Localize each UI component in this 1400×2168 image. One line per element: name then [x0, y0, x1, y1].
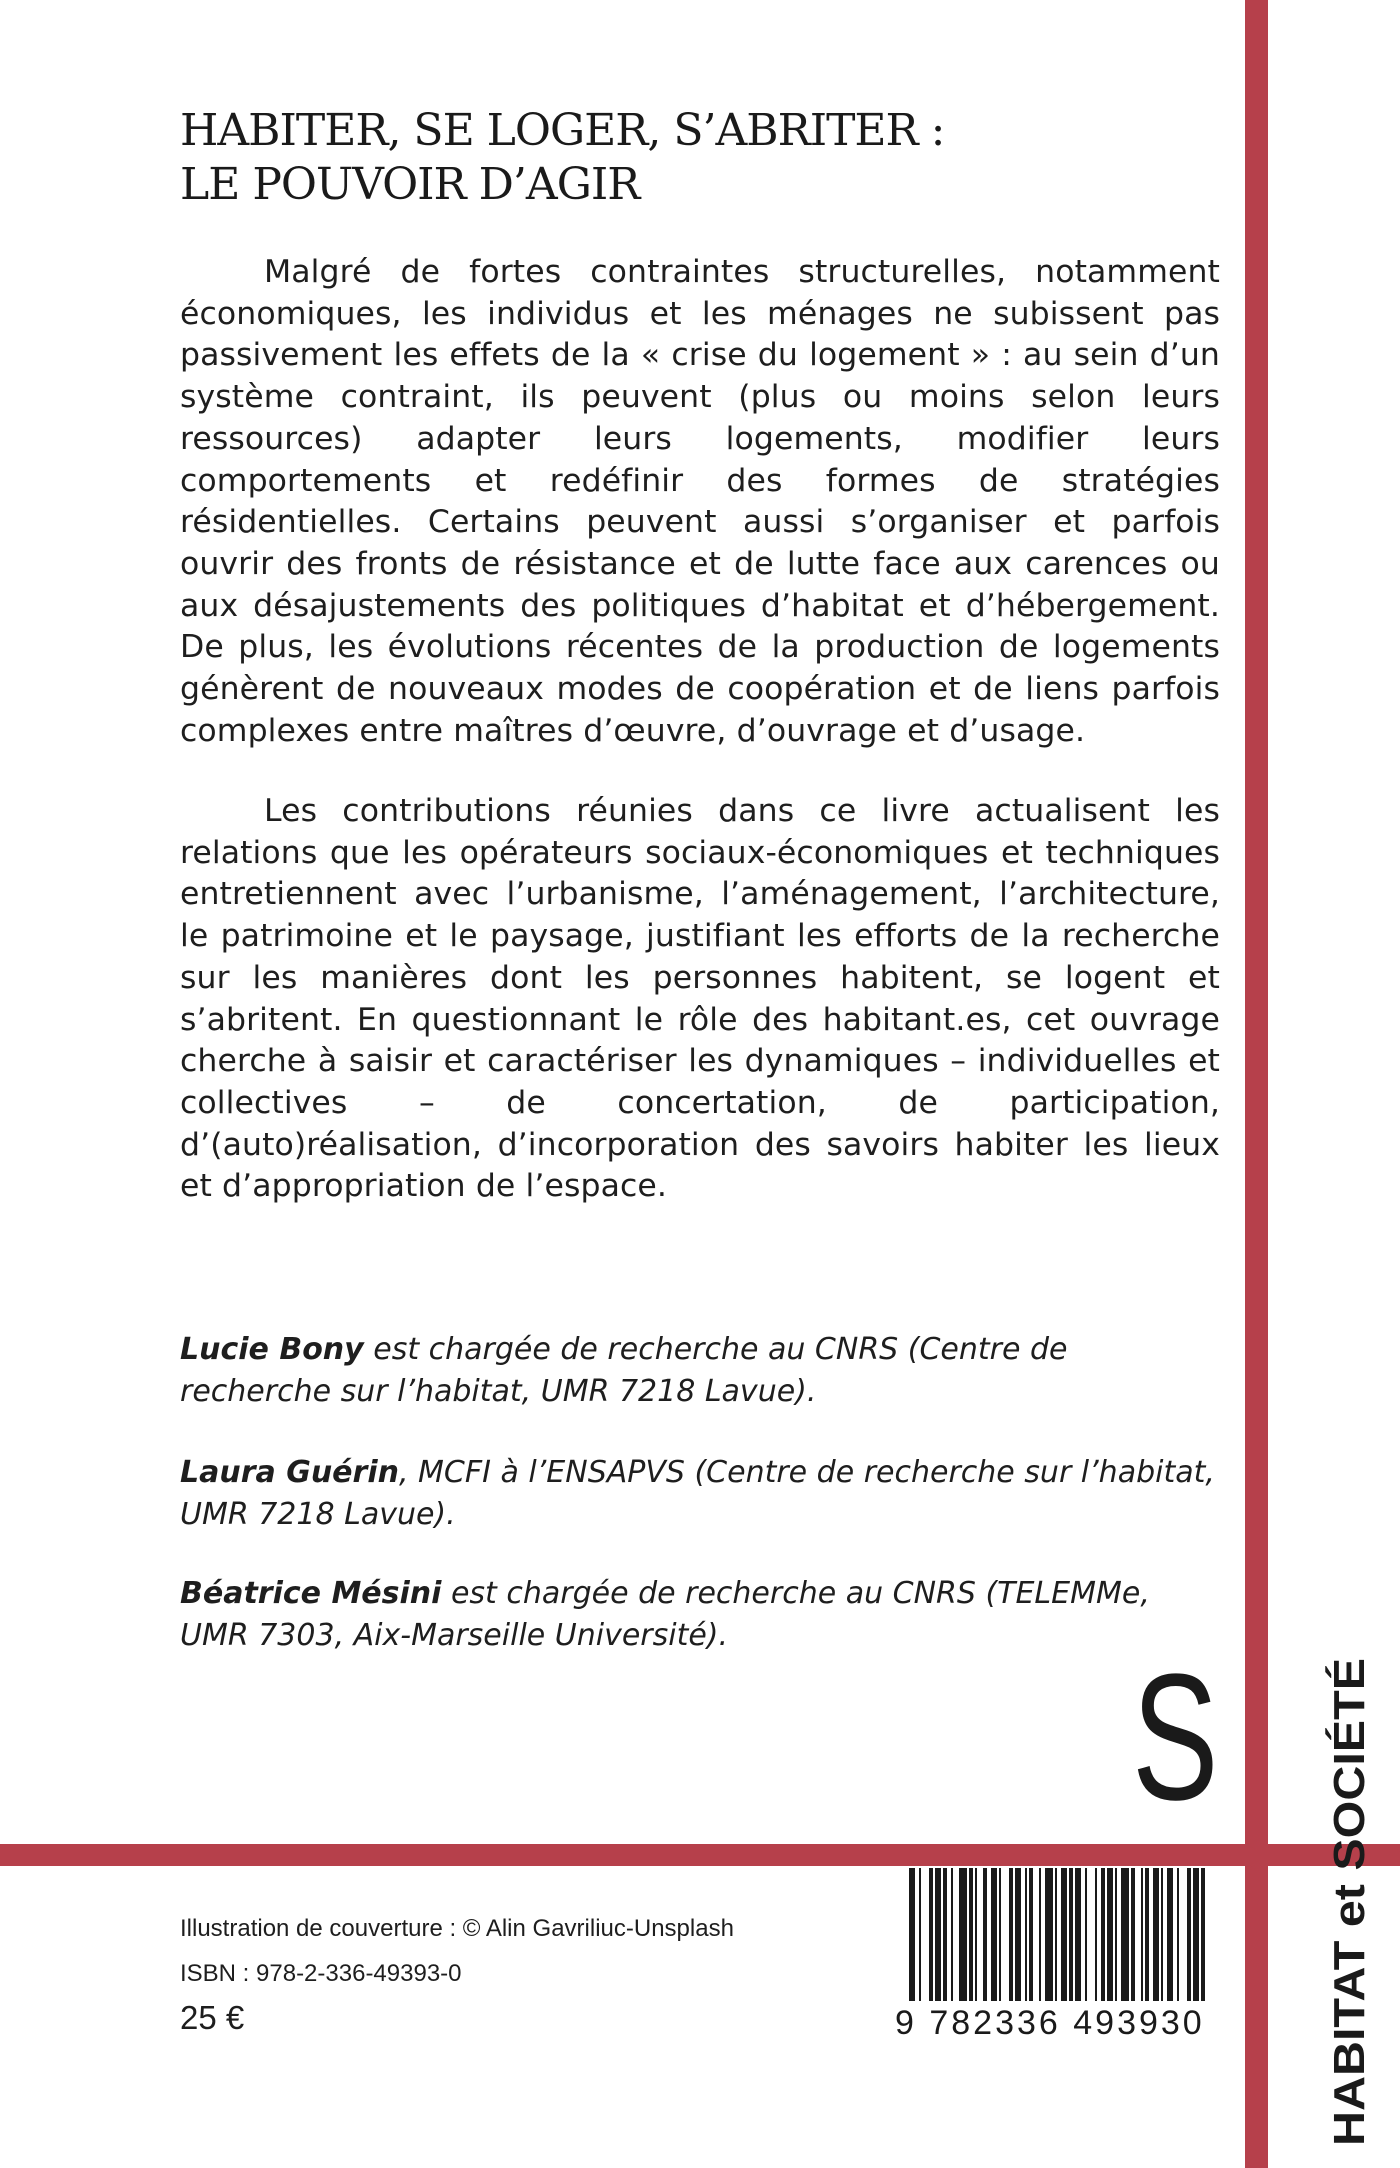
- barcode-bar: [935, 1868, 941, 2018]
- barcode-bar: [1029, 1868, 1033, 2018]
- barcode-bar: [1101, 1868, 1105, 2018]
- barcode-bar: [1061, 1868, 1067, 2018]
- barcode: [895, 1868, 1213, 2018]
- cover-illustration-credit: Illustration de couverture : © Alin Gavriliuc-Unsplash: [180, 1915, 734, 1942]
- barcode-bar: [1095, 1868, 1097, 2018]
- summary-paragraph-2: Les contributions réunies dans ce livre actualisent les relations que les opérateurs sociaux-économiques et techniques entretiennent avec l’urbanisme, l’aménagement, l’architecture, le patrimoine et le paysage, justifiant les efforts de la recherche sur les manières dont les personnes habitent, se logent et s’abritent. En questionnant le rôle des habitant.es, cet ouvrage cherche à saisir et caractériser les dynamiques – individuelles et collectives – de concertation, de participation, d’(auto)réalisation, d’incorporation des savoirs habiter les lieux et d’appropriation de l’espace.: [180, 793, 1220, 1205]
- barcode-bar: [1153, 1868, 1159, 2018]
- barcode-bar: [1069, 1868, 1073, 2018]
- author-description: est chargée de recherche au CNRS (Centre de recherche sur l’habitat, UMR 7218 Lavue).: [180, 1332, 1068, 1409]
- barcode-bar: [1131, 1868, 1135, 2018]
- author-name: Laura Guérin: [180, 1455, 399, 1490]
- barcode-bar: [1075, 1868, 1081, 2018]
- barcode-bar: [943, 1868, 947, 2018]
- barcode-bar: [1085, 1868, 1087, 2018]
- book-title: [180, 104, 1180, 212]
- author-bio: [180, 1329, 1220, 1413]
- barcode-bar: [1045, 1868, 1053, 2018]
- title-line-1: HABITER, SE LOGER, S’ABRITER :: [180, 105, 945, 156]
- barcode-bar: [1121, 1868, 1129, 2018]
- author-description: est chargée de recherche au CNRS (TELEMMe, UMR 7303, Aix-Marseille Université).: [180, 1576, 1150, 1653]
- barcode-bar: [969, 1868, 973, 2018]
- horizontal-accent-bar: [0, 1844, 1400, 1866]
- author-description: , MCFI à l’ENSAPVS (Centre de recherche sur l’habitat, UMR 7218 Lavue).: [180, 1455, 1215, 1532]
- series-name: [1310, 1652, 1382, 2152]
- barcode-bar: [991, 1868, 997, 2018]
- barcode-bar: [1015, 1868, 1021, 2018]
- barcode-bar: [1039, 1868, 1041, 2018]
- barcode-bar: [1107, 1868, 1113, 2018]
- title-line-2: LE POUVOIR D’AGIR: [180, 159, 640, 210]
- series-label: HABITAT et SOCIÉTÉ: [1325, 1702, 1374, 2146]
- barcode-bar: [1187, 1868, 1191, 2018]
- price: 25 €: [180, 1999, 245, 2036]
- barcode-bar: [1141, 1868, 1143, 2018]
- barcode-bar: [999, 1868, 1001, 2018]
- author-bio: [180, 1573, 1220, 1657]
- author-name: Lucie Bony: [180, 1332, 364, 1367]
- barcode-bar: [1145, 1868, 1149, 2018]
- barcode-bar: [1201, 1868, 1205, 2018]
- barcode-bar: [1167, 1868, 1173, 2018]
- barcode-bar: [1177, 1868, 1179, 2018]
- barcode-bar: [951, 1868, 953, 2018]
- barcode-bar: [929, 1868, 933, 2018]
- summary-paragraph-1: Malgré de fortes contraintes structurelles, notamment économiques, les individus et les ménages ne subissent pas passivement les effets de la « crise du logement » : au sein d’un système contraint, ils peuvent (plus ou moins selon leurs ressources) adapter leurs logements, modifier leurs comportements et redéfinir des formes de stratégies résidentielles. Certains peuvent aussi s’organiser et parfois ouvrir des fronts de résistance et de lutte face aux carences ou aux désajustements des politiques d’habitat et d’hébergement. De plus, les évolutions récentes de la production de logements génèrent de nouveaux modes de coopération et de liens parfois complexes entre maîtres d’œuvre, d’ouvrage et d’usage.: [180, 254, 1220, 749]
- isbn: ISBN : 978-2-336-49393-0: [180, 1960, 462, 1987]
- barcode-bar: [1161, 1868, 1163, 2018]
- barcode-bar: [975, 1868, 977, 2018]
- barcode-bar: [983, 1868, 987, 2018]
- author-name: Béatrice Mésini: [180, 1576, 442, 1611]
- vertical-accent-bar: [1245, 0, 1268, 2168]
- barcode-bar: [1009, 1868, 1013, 2018]
- barcode-bar: [1193, 1868, 1199, 2018]
- barcode-digits: 9 782336 493930: [895, 2001, 1217, 2045]
- author-bio: [180, 1452, 1220, 1536]
- barcode-bar: [909, 1868, 915, 2018]
- barcode-bar: [959, 1868, 967, 2018]
- barcode-bar: [1025, 1868, 1027, 2018]
- barcode-bar: [919, 1868, 921, 2018]
- publisher-logo: S: [1132, 1637, 1219, 1838]
- barcode-bar: [1115, 1868, 1117, 2018]
- barcode-bar: [1055, 1868, 1057, 2018]
